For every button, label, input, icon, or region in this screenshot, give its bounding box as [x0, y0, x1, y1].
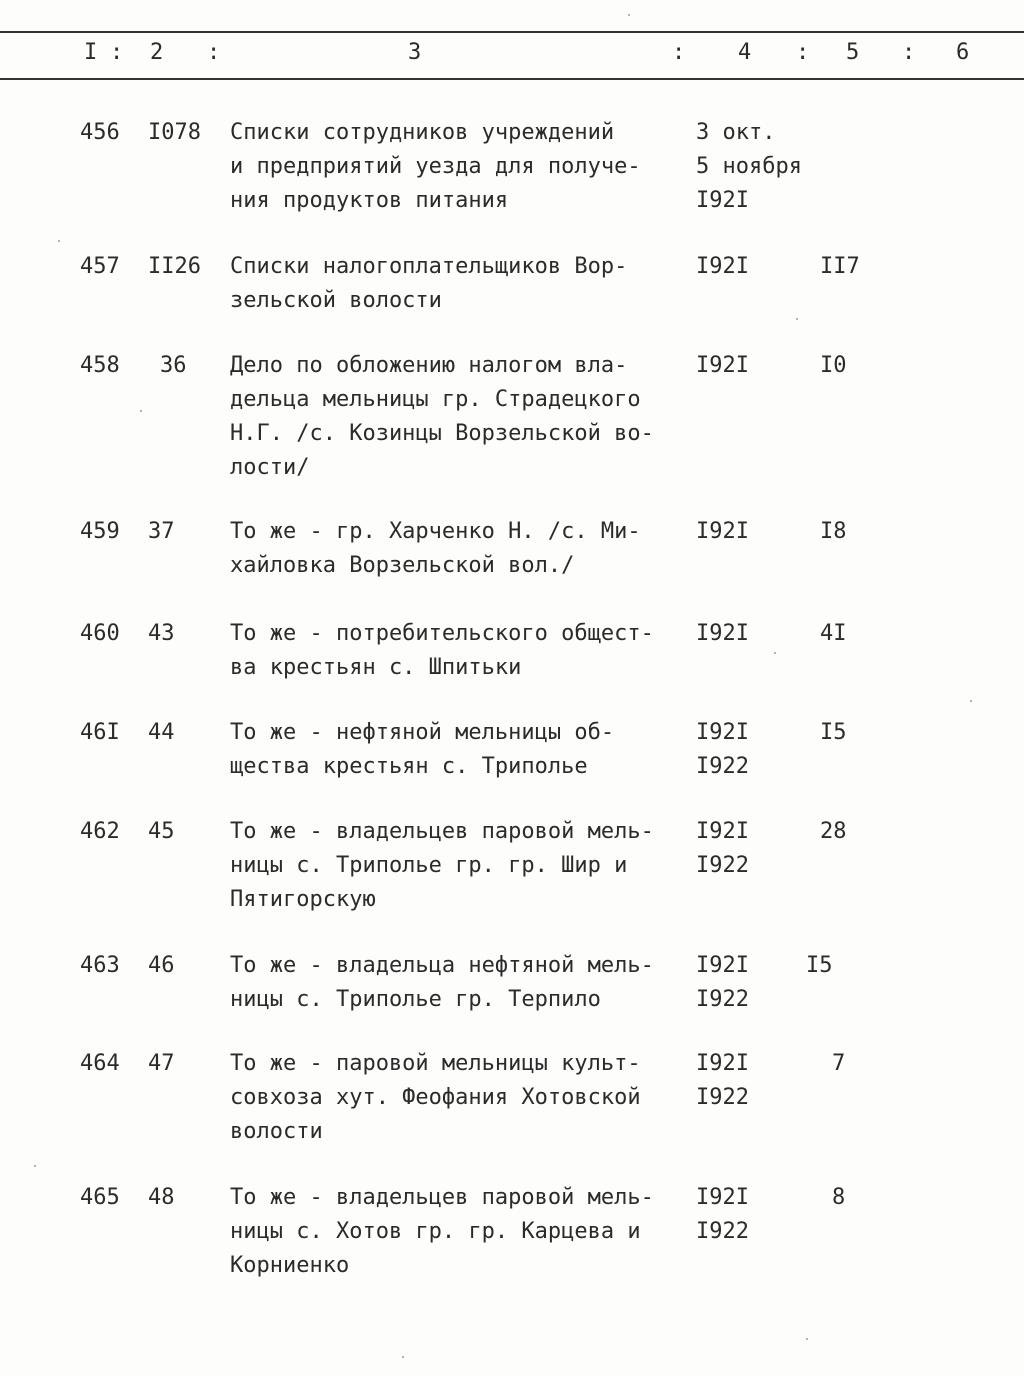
row-sheets: 4I: [820, 621, 847, 646]
title-line: зельской волости: [230, 288, 442, 313]
row-code: II26: [148, 254, 201, 279]
row-dates: [696, 815, 826, 883]
date-line: I922: [696, 1219, 749, 1244]
date-line: I92I: [696, 353, 749, 378]
title-line: Списки налогоплательщиков Вор-: [230, 254, 628, 279]
row-sheets: I0: [820, 353, 847, 378]
title-line: Н.Г. /с. Козинцы Ворзельской во-: [230, 421, 654, 446]
date-line: I92I: [696, 254, 749, 279]
row-title: [230, 1047, 680, 1149]
row-title: [230, 949, 680, 1017]
header-sep-5: :: [902, 40, 916, 65]
date-line: 5 ноября: [696, 154, 802, 179]
row-number: 464: [80, 1051, 120, 1076]
row-sheets: II7: [820, 254, 860, 279]
scan-speck: [34, 1165, 36, 1167]
title-line: То же - гр. Харченко Н. /с. Ми-: [230, 519, 641, 544]
row-dates: [696, 617, 826, 651]
row-number: 465: [80, 1185, 120, 1210]
title-line: и предприятий уезда для получе-: [230, 154, 641, 179]
row-title: [230, 815, 680, 917]
date-line: I92I: [696, 1051, 749, 1076]
header-sep-3: :: [672, 40, 686, 65]
date-line: I92I: [696, 1185, 749, 1210]
date-line: I92I: [696, 720, 749, 745]
title-line: Списки сотрудников учреждений: [230, 120, 615, 145]
header-col-5: 5: [846, 40, 860, 65]
title-line: Дело по обложению налогом вла-: [230, 353, 628, 378]
title-line: волости: [230, 1119, 323, 1144]
date-line: I922: [696, 853, 749, 878]
scan-speck: [806, 1338, 808, 1340]
header-sep-2: :: [207, 40, 221, 65]
scan-speck: [402, 1356, 404, 1358]
date-line: I92I: [696, 188, 749, 213]
header-sep-1: :: [110, 40, 124, 65]
row-sheets: 7: [832, 1051, 846, 1076]
scan-speck: [796, 318, 798, 320]
row-title: [230, 250, 680, 318]
row-title: [230, 116, 680, 218]
title-line: ницы с. Хотов гр. гр. Карцева и: [230, 1219, 641, 1244]
row-code: 48: [148, 1185, 175, 1210]
row-sheets: I5: [820, 720, 847, 745]
header-col-2: 2: [150, 40, 164, 65]
row-code: 44: [148, 720, 175, 745]
header-top-rule: [0, 31, 1024, 33]
title-line: ния продуктов питания: [230, 188, 509, 213]
row-dates: [696, 116, 826, 218]
title-line: хайловка Ворзельской вол./: [230, 553, 575, 578]
date-line: I922: [696, 1085, 749, 1110]
row-code: 45: [148, 819, 175, 844]
row-code: 43: [148, 621, 175, 646]
title-line: То же - нефтяной мельницы об-: [230, 720, 615, 745]
title-line: Пятигорскую: [230, 887, 376, 912]
row-number: 460: [80, 621, 120, 646]
title-line: То же - паровой мельницы культ-: [230, 1051, 641, 1076]
row-dates: [696, 1047, 826, 1115]
row-number: 46I: [80, 720, 120, 745]
scan-speck: [140, 410, 142, 412]
title-line: Корниенко: [230, 1253, 350, 1278]
title-line: ницы с. Триполье гр. Терпило: [230, 987, 601, 1012]
header-sep-4: :: [796, 40, 810, 65]
scan-speck: [628, 14, 630, 16]
row-sheets: 28: [820, 819, 847, 844]
title-line: щества крестьян с. Триполье: [230, 754, 588, 779]
title-line: ницы с. Триполье гр. гр. Шир и: [230, 853, 628, 878]
date-line: I922: [696, 987, 749, 1012]
row-number: 457: [80, 254, 120, 279]
row-title: [230, 1181, 680, 1283]
row-number: 456: [80, 120, 120, 145]
date-line: I92I: [696, 953, 749, 978]
title-line: ва крестьян с. Шпитьки: [230, 655, 522, 680]
row-code: 47: [148, 1051, 175, 1076]
row-sheets: 8: [832, 1185, 846, 1210]
row-dates: [696, 716, 826, 784]
header-col-4: 4: [738, 40, 752, 65]
row-title: [230, 349, 680, 485]
scan-speck: [970, 700, 972, 702]
date-line: I922: [696, 754, 749, 779]
row-dates: [696, 515, 826, 549]
scan-speck: [774, 652, 776, 654]
date-line: I92I: [696, 519, 749, 544]
title-line: дельца мельницы гр. Страдецкого: [230, 387, 641, 412]
header-bottom-rule: [0, 78, 1024, 80]
row-dates: [696, 349, 826, 383]
row-code: 37: [148, 519, 175, 544]
title-line: лости/: [230, 455, 310, 480]
row-sheets: I5: [806, 953, 833, 978]
date-line: 3 окт.: [696, 120, 776, 145]
title-line: совхоза хут. Феофания Хотовской: [230, 1085, 641, 1110]
row-number: 459: [80, 519, 120, 544]
row-sheets: I8: [820, 519, 847, 544]
title-line: То же - владельца нефтяной мель-: [230, 953, 654, 978]
row-number: 463: [80, 953, 120, 978]
row-title: [230, 617, 680, 685]
title-line: То же - владельцев паровой мель-: [230, 1185, 654, 1210]
title-line: То же - потребительского общест-: [230, 621, 654, 646]
row-dates: [696, 250, 826, 284]
row-code: I078: [148, 120, 201, 145]
row-code: 46: [148, 953, 175, 978]
date-line: I92I: [696, 819, 749, 844]
title-line: То же - владельцев паровой мель-: [230, 819, 654, 844]
header-col-1: I: [84, 40, 98, 65]
row-number: 462: [80, 819, 120, 844]
row-code: 36: [160, 353, 187, 378]
date-line: I92I: [696, 621, 749, 646]
row-title: [230, 515, 680, 583]
header-col-3: 3: [408, 40, 422, 65]
row-dates: [696, 1181, 826, 1249]
row-number: 458: [80, 353, 120, 378]
row-title: [230, 716, 680, 784]
scan-speck: [58, 240, 60, 242]
header-col-6: 6: [956, 40, 970, 65]
